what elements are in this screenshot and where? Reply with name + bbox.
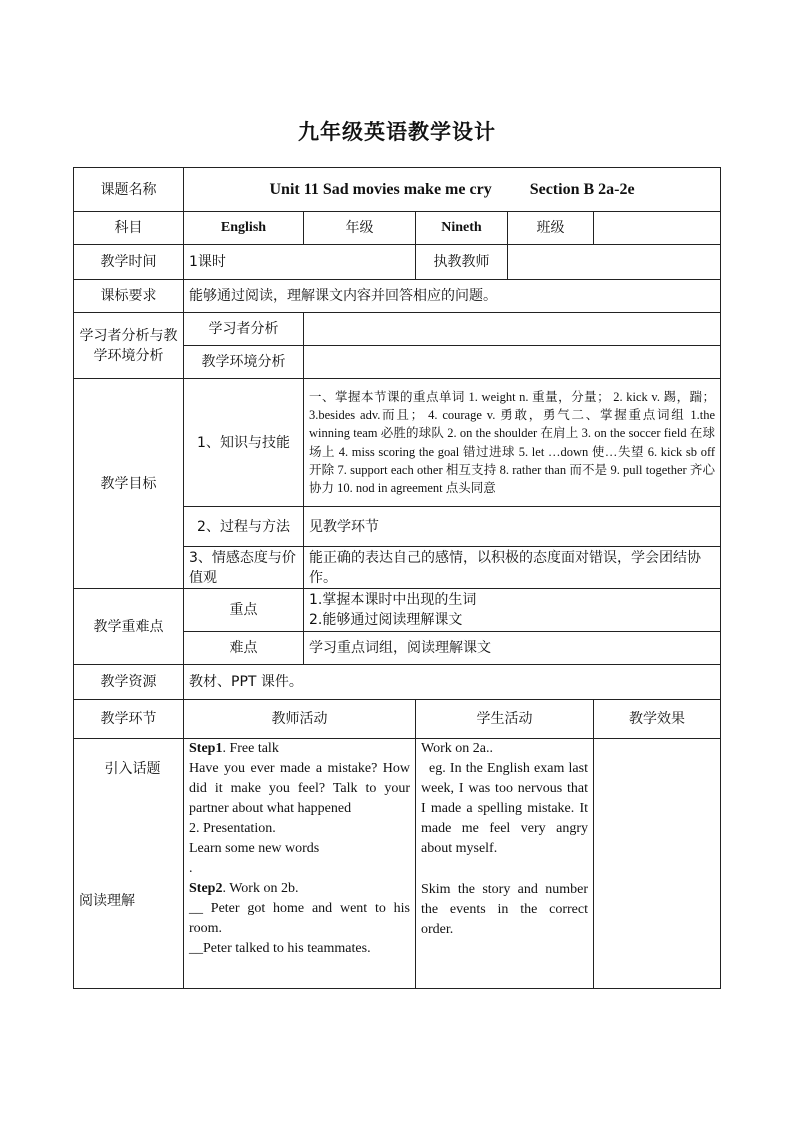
knowledge-label: 1、知识与技能 xyxy=(184,379,304,507)
resources-value: 教材、PPT 课件。 xyxy=(184,665,721,700)
step2-title: . Work on 2b. xyxy=(222,881,299,896)
stage-header: 教学环节 xyxy=(74,700,184,739)
student-example: eg. In the English exam last week, I was too nervous that I made a spelling mistake. It made me feel very angry about myself. xyxy=(421,761,588,856)
keypoints-label: 教学重难点 xyxy=(74,589,184,665)
learner-label: 学习者分析 xyxy=(184,313,304,346)
section-title: Section B 2a-2e xyxy=(529,180,635,198)
stage-reading: 阅读理解 xyxy=(79,893,135,909)
stage-intro: 引入话题 xyxy=(104,761,161,777)
student-task-2: Skim the story and number the events in the correct order. xyxy=(421,881,588,937)
grade-label: 年级 xyxy=(304,212,416,245)
curriculum-value: 能够通过阅读，理解课文内容并回答相应的问题。 xyxy=(184,280,721,313)
subject-value: English xyxy=(184,212,304,245)
knowledge-row xyxy=(74,379,721,507)
resources-label: 教学资源 xyxy=(74,665,184,700)
teacher-label: 执教教师 xyxy=(416,245,508,280)
environment-label: 教学环境分析 xyxy=(184,346,304,379)
time-row xyxy=(74,245,721,280)
process-label: 2、过程与方法 xyxy=(184,507,304,547)
order-item-2: __Peter talked to his teammates. xyxy=(189,941,371,956)
key-label: 重点 xyxy=(184,589,304,632)
attitude-label: 3、情感态度与价值观 xyxy=(184,547,304,589)
effect-cell xyxy=(594,739,721,989)
unit-title: Unit 11 Sad movies make me cry xyxy=(269,180,492,198)
student-task-1: Work on 2a.. xyxy=(421,741,493,756)
class-value xyxy=(594,212,721,245)
topic-row xyxy=(74,168,721,212)
key-value xyxy=(304,589,721,632)
student-activity-header: 学生活动 xyxy=(416,700,594,739)
subject-row xyxy=(74,212,721,245)
step2-label: Step2 xyxy=(189,881,223,896)
difficulty-label: 难点 xyxy=(184,632,304,665)
objectives-label: 教学目标 xyxy=(74,379,184,589)
dot-line: . xyxy=(189,861,193,876)
stage-cell xyxy=(74,739,184,989)
curriculum-label: 课标要求 xyxy=(74,280,184,313)
time-value: 1课时 xyxy=(184,245,416,280)
step1-title: . Free talk xyxy=(222,741,279,756)
teacher-activity-cell xyxy=(184,739,416,989)
teacher-activity-header: 教师活动 xyxy=(184,700,416,739)
learn-words: Learn some new words xyxy=(189,841,320,856)
process-header-row xyxy=(74,700,721,739)
difficulty-value: 学习重点词组，阅读理解课文 xyxy=(304,632,721,665)
class-label: 班级 xyxy=(508,212,594,245)
lesson-plan-table xyxy=(73,167,721,989)
effect-header: 教学效果 xyxy=(594,700,721,739)
process-value: 见教学环节 xyxy=(304,507,721,547)
resources-row xyxy=(74,665,721,700)
topic-label: 课题名称 xyxy=(74,168,184,212)
grade-value: Nineth xyxy=(416,212,508,245)
order-item-1: __ Peter got home and went to his room. xyxy=(189,901,410,936)
subject-label: 科目 xyxy=(74,212,184,245)
presentation: 2. Presentation. xyxy=(189,821,276,836)
page-title: 九年级英语教学设计 xyxy=(298,120,496,144)
process-content-row xyxy=(74,739,721,989)
key-item-2: 2.能够通过阅读理解课文 xyxy=(309,612,463,628)
knowledge-value: 一、掌握本节课的重点单词 1. weight n. 重量，分量； 2. kick v. 踢，踹； 3.besides adv.而且； 4. courage v. 勇敢，勇气二、掌握重点词组 1.the winning team 必胜的球队 2. on the shoulder 在肩上 3. on the soccer field 在球场上 4. miss scoring the goal 错过进球 5. let …down 使…失望 6. kick sb off 开除 7. support each other 相互支持 8. rather than 而不是 9. pull together 齐心协力 10. nod in agreement 点头同意 xyxy=(304,379,721,507)
learner-value xyxy=(304,313,721,346)
student-activity-cell xyxy=(416,739,594,989)
step1-question: Have you ever made a mistake? How did it make you feel? Talk to your partner about what happened xyxy=(189,761,410,816)
step1-label: Step1 xyxy=(189,741,223,756)
key-item-1: 1.掌握本课时中出现的生词 xyxy=(309,592,477,608)
teacher-value xyxy=(508,245,721,280)
learner-row xyxy=(74,313,721,346)
environment-value xyxy=(304,346,721,379)
keypoint-row xyxy=(74,589,721,632)
attitude-value: 能正确的表达自己的感情，以积极的态度面对错误，学会团结协作。 xyxy=(304,547,721,589)
curriculum-row xyxy=(74,280,721,313)
topic-value xyxy=(184,168,721,212)
time-label: 教学时间 xyxy=(74,245,184,280)
analysis-label: 学习者分析与教学环境分析 xyxy=(74,313,184,379)
